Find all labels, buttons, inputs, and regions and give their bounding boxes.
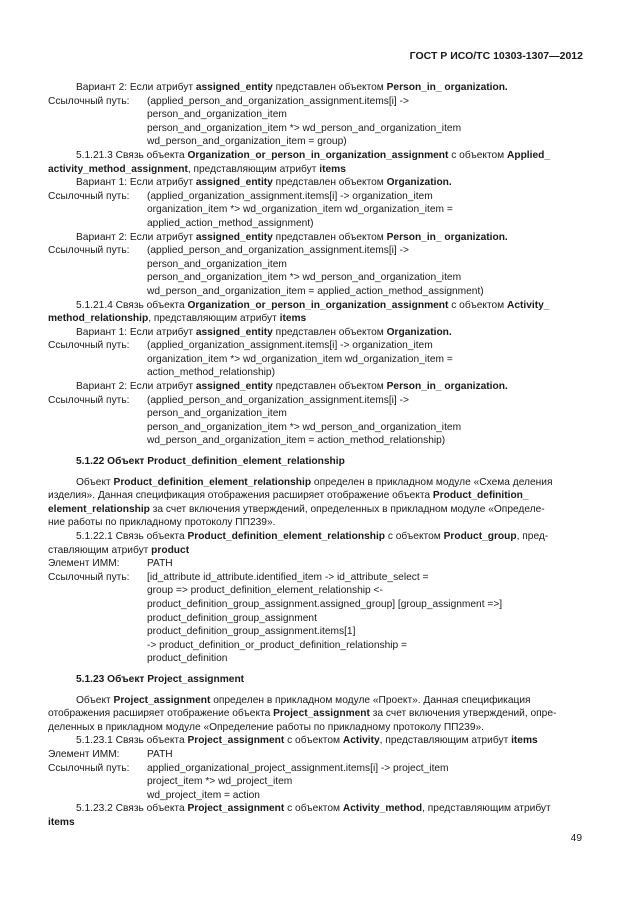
paragraph-line <box>48 802 582 816</box>
spacer <box>48 687 582 694</box>
mapping-label: Ссылочный путь: <box>48 340 130 352</box>
bold-text: items <box>279 313 307 325</box>
page-header: ГОСТ Р ИСО/ТС 10303-1307—2012 <box>409 50 583 62</box>
text-run: ние работы по прикладному протоколу ПП239». <box>48 517 276 529</box>
mapping-value <box>147 584 383 598</box>
mapping-label: Ссылочный путь: <box>48 95 130 107</box>
mapping-row <box>48 421 582 435</box>
bold-text: Organization. <box>386 326 452 338</box>
text-run: person_and_organization_item <box>147 109 287 121</box>
text-run: Вариант 2: Если атрибут <box>76 82 196 93</box>
bold-text: Person_in_ organization. <box>386 381 508 393</box>
mapping-row <box>48 190 582 204</box>
bold-text: Project_assignment <box>187 735 285 747</box>
mapping-label <box>48 285 147 299</box>
text-run: applied_organizational_project_assignment.items[i] -> project_item <box>147 762 449 774</box>
mapping-value <box>147 366 275 380</box>
text-run: [id_attribute id_attribute.identified_item -> id_attribute_select = <box>147 571 429 583</box>
document-body <box>48 81 582 829</box>
text-run: , представляющим атрибут <box>422 803 551 815</box>
text-run: деленных в прикладном модуле «Определение работы по прикладному протоколу ПП239». <box>48 721 484 733</box>
bold-text: items <box>511 735 538 747</box>
paragraph-line <box>48 516 582 530</box>
text-run: определен в прикладном модуле «Схема деления <box>311 476 553 488</box>
text-run: person_and_organization_item <box>147 258 287 270</box>
mapping-value <box>147 789 260 803</box>
text-run: , представляющим атрибут <box>187 163 320 175</box>
text-run: (applied_organization_assignment.items[i] -> organization_item <box>147 340 433 352</box>
bold-text: Organization_or_person_in_organization_assignment <box>187 149 449 161</box>
mapping-value <box>147 190 433 204</box>
text-run: wd_project_item = action <box>147 789 260 801</box>
mapping-label <box>48 789 147 803</box>
mapping-value <box>147 122 461 136</box>
page-number: 49 <box>570 833 582 844</box>
mapping-row <box>48 584 582 598</box>
mapping-label <box>48 217 147 231</box>
bold-text: 5.1.22 Объект Product_definition_element_relationship <box>76 456 345 468</box>
text-run: с объектом <box>284 803 343 815</box>
variant-line <box>48 81 582 95</box>
text-run: wd_person_and_organization_item = action_method_relationship) <box>147 435 446 447</box>
mapping-label <box>48 584 147 598</box>
text-run: product_definition <box>147 653 228 665</box>
mapping-value <box>147 135 347 149</box>
text-run: 5.1.21.4 Связь объекта <box>76 299 188 311</box>
paragraph-line <box>48 476 582 490</box>
text-run: отображения расширяет отображение объекта <box>48 708 274 720</box>
mapping-label <box>48 258 147 272</box>
mapping-label: Ссылочный путь: <box>48 190 130 202</box>
paragraph-line <box>48 503 582 517</box>
mapping-row <box>48 775 582 789</box>
text-run: organization_item *> wd_organization_item wd_organization_item = <box>147 353 453 365</box>
mapping-value <box>147 639 407 653</box>
mapping-value <box>147 434 445 448</box>
mapping-value <box>147 353 453 367</box>
mapping-value <box>147 571 428 585</box>
bold-text: Activity <box>342 735 380 747</box>
mapping-row <box>48 762 582 776</box>
mapping-row <box>48 612 582 626</box>
bold-text: Product_definition_element_relationship <box>113 476 312 488</box>
variant-line <box>48 380 582 394</box>
mapping-label: Элемент ИММ: <box>48 558 120 570</box>
mapping-row <box>48 639 582 653</box>
text-run: person_and_organization_item *> wd_person_and_organization_item <box>147 421 462 433</box>
mapping-row <box>48 203 582 217</box>
paragraph-line <box>48 149 582 163</box>
mapping-label <box>48 108 147 122</box>
text-run: за счет включения утверждений, опре- <box>369 708 557 720</box>
bold-text: Organization. <box>386 177 452 189</box>
text-run: представлен объектом <box>272 177 387 189</box>
mapping-label <box>48 598 147 612</box>
mapping-row <box>48 353 582 367</box>
text-run: wd_person_and_organization_item = group) <box>147 136 347 148</box>
paragraph-line <box>48 163 582 177</box>
mapping-value <box>147 217 314 231</box>
mapping-row <box>48 625 582 639</box>
mapping-row <box>48 122 582 136</box>
bold-text: method_relationship <box>48 313 149 325</box>
variant-line <box>48 326 582 340</box>
mapping-label <box>48 625 147 639</box>
paragraph-line <box>48 299 582 313</box>
mapping-row <box>48 571 582 585</box>
text-run: представлен объектом <box>272 326 387 338</box>
text-run: PATH <box>147 748 173 760</box>
mapping-row <box>48 748 582 762</box>
mapping-row <box>48 407 582 421</box>
mapping-label: Ссылочный путь: <box>48 762 130 774</box>
mapping-row <box>48 271 582 285</box>
mapping-label <box>48 271 147 285</box>
mapping-value <box>147 339 433 353</box>
mapping-row <box>48 652 582 666</box>
text-run: (applied_person_and_organization_assignment.items[i] -> <box>147 95 409 107</box>
mapping-row <box>48 95 582 109</box>
text-run: Вариант 1: Если атрибут <box>76 326 196 338</box>
text-run: 5.1.21.3 Связь объекта <box>76 149 188 161</box>
mapping-label <box>48 122 147 136</box>
mapping-label <box>48 421 147 435</box>
bold-text: assigned_entity <box>195 231 273 243</box>
mapping-value <box>147 775 292 789</box>
text-run: с объектом <box>448 299 507 311</box>
text-run: group => product_definition_element_relationship <- <box>147 585 383 597</box>
mapping-row <box>48 258 582 272</box>
mapping-row <box>48 598 582 612</box>
mapping-label: Ссылочный путь: <box>48 245 130 257</box>
text-run: ставляющим атрибут <box>48 544 152 556</box>
text-run: Объект <box>76 694 114 706</box>
spacer <box>48 666 582 673</box>
mapping-row <box>48 108 582 122</box>
mapping-row <box>48 434 582 448</box>
paragraph-line <box>48 734 582 748</box>
text-run: project_item *> wd_project_item <box>147 776 293 788</box>
mapping-value <box>147 258 287 272</box>
mapping-value <box>147 612 317 626</box>
text-run: , представляющим атрибут <box>148 313 280 325</box>
text-run: с объектом <box>284 735 343 747</box>
text-run: представлен объектом <box>272 381 387 393</box>
text-run: person_and_organization_item <box>147 408 287 420</box>
mapping-label <box>48 203 147 217</box>
bold-text: Person_in_ organization. <box>386 231 508 243</box>
mapping-row <box>48 394 582 408</box>
mapping-value <box>147 271 461 285</box>
mapping-value <box>147 95 409 109</box>
bold-text: items <box>319 163 346 175</box>
mapping-label <box>48 434 147 448</box>
mapping-label <box>48 775 147 789</box>
mapping-value <box>147 421 461 435</box>
text-run: Вариант 1: Если атрибут <box>76 177 196 189</box>
text-run: PATH <box>147 558 173 570</box>
mapping-value <box>147 407 287 421</box>
text-run: person_and_organization_item *> wd_person_and_organization_item <box>147 122 462 134</box>
bold-text: assigned_entity <box>195 177 273 189</box>
text-run: applied_action_method_assignment) <box>147 217 314 229</box>
bold-text: Product_definition_element_relationship <box>187 531 386 542</box>
mapping-label <box>48 612 147 626</box>
text-run: organization_item *> wd_organization_item wd_organization_item = <box>147 204 453 216</box>
bold-text: Product_definition_ <box>432 490 529 502</box>
mapping-row <box>48 339 582 353</box>
bold-text: Project_assignment <box>273 708 370 720</box>
mapping-label: Элемент ИММ: <box>48 748 120 760</box>
text-run: 5.1.23.1 Связь объекта <box>76 735 188 747</box>
bold-text: Activity_method <box>342 803 423 815</box>
paragraph-line <box>48 694 582 708</box>
spacer <box>48 469 582 476</box>
mapping-value <box>147 598 502 612</box>
bold-text: element_relationship <box>48 503 150 515</box>
mapping-label <box>48 407 147 421</box>
spacer <box>48 448 582 455</box>
mapping-row <box>48 135 582 149</box>
paragraph-line <box>48 673 582 687</box>
text-run: представлен объектом <box>272 231 387 243</box>
variant-line <box>48 231 582 245</box>
text-run: Вариант 2: Если атрибут <box>76 381 196 393</box>
bold-text: 5.1.23 Объект Project_assignment <box>76 673 245 685</box>
mapping-row <box>48 285 582 299</box>
mapping-label <box>48 135 147 149</box>
text-run: product_definition_group_assignment.items[1] <box>147 626 356 638</box>
text-run: -> product_definition_or_product_definition_relationship = <box>147 639 407 651</box>
text-run: с объектом <box>385 531 444 542</box>
mapping-value <box>147 108 287 122</box>
text-run: (applied_person_and_organization_assignment.items[i] -> <box>147 245 409 257</box>
paragraph-line <box>48 489 582 503</box>
mapping-value <box>147 762 449 776</box>
text-run: с объектом <box>448 149 507 161</box>
mapping-row <box>48 789 582 803</box>
bold-text: Organization_or_person_in_organization_assignment <box>187 299 449 311</box>
mapping-value <box>147 748 173 762</box>
text-run: , пред- <box>516 531 549 542</box>
mapping-value <box>147 244 409 258</box>
bold-text: Product_group <box>443 531 517 542</box>
bold-text: product <box>151 544 190 556</box>
text-run: 5.1.22.1 Связь объекта <box>76 531 188 542</box>
mapping-label: Ссылочный путь: <box>48 571 130 583</box>
mapping-label <box>48 353 147 367</box>
mapping-value <box>147 557 173 571</box>
paragraph-line <box>48 455 582 469</box>
text-run: Вариант 2: Если атрибут <box>76 231 196 243</box>
text-run: 5.1.23.2 Связь объекта <box>76 803 188 815</box>
paragraph-line <box>48 312 582 326</box>
text-run: , представляющим атрибут <box>379 735 512 747</box>
mapping-value <box>147 652 227 666</box>
text-run: product_definition_group_assignment <box>147 612 317 624</box>
mapping-label: Ссылочный путь: <box>48 394 130 406</box>
bold-text: assigned_entity <box>195 82 273 93</box>
text-run: определен в прикладном модуле «Проект». Данная спецификация <box>210 694 531 706</box>
text-run: за счет включения утверждений, определенных в прикладном модуле «Определе- <box>149 503 545 515</box>
variant-line <box>48 176 582 190</box>
bold-text: assigned_entity <box>195 326 273 338</box>
text-run: (applied_organization_assignment.items[i] -> organization_item <box>147 190 433 202</box>
text-run: person_and_organization_item *> wd_person_and_organization_item <box>147 272 462 284</box>
mapping-row <box>48 217 582 231</box>
mapping-row <box>48 366 582 380</box>
bold-text: Applied_ <box>507 149 551 161</box>
mapping-row <box>48 557 582 571</box>
paragraph-line <box>48 530 582 544</box>
bold-text: activity_method_assignment <box>48 163 188 175</box>
text-run: product_definition_group_assignment.assigned_group] [group_assignment =>] <box>147 598 503 610</box>
text-run: Объект <box>76 476 114 488</box>
bold-text: Project_assignment <box>113 694 211 706</box>
mapping-value <box>147 394 409 408</box>
text-run: представлен объектом <box>272 82 387 93</box>
bold-text: Project_assignment <box>187 803 285 815</box>
bold-text: Activity_ <box>507 299 550 311</box>
bold-text: items <box>48 816 75 828</box>
mapping-label <box>48 366 147 380</box>
bold-text: Person_in_ organization. <box>386 82 508 93</box>
text-run: action_method_relationship) <box>147 367 275 379</box>
mapping-value <box>147 203 453 217</box>
text-run: изделия». Данная спецификация отображения расширяет отображение объекта <box>48 490 433 502</box>
mapping-row <box>48 244 582 258</box>
mapping-value <box>147 625 355 639</box>
mapping-label <box>48 652 147 666</box>
mapping-value <box>147 285 484 299</box>
text-run: wd_person_and_organization_item = applied_action_method_assignment) <box>147 285 484 297</box>
paragraph-line <box>48 707 582 721</box>
paragraph-line <box>48 721 582 735</box>
text-run: (applied_person_and_organization_assignment.items[i] -> <box>147 394 409 406</box>
paragraph-line <box>48 544 582 558</box>
paragraph-line <box>48 816 582 830</box>
bold-text: assigned_entity <box>195 381 273 393</box>
mapping-label <box>48 639 147 653</box>
